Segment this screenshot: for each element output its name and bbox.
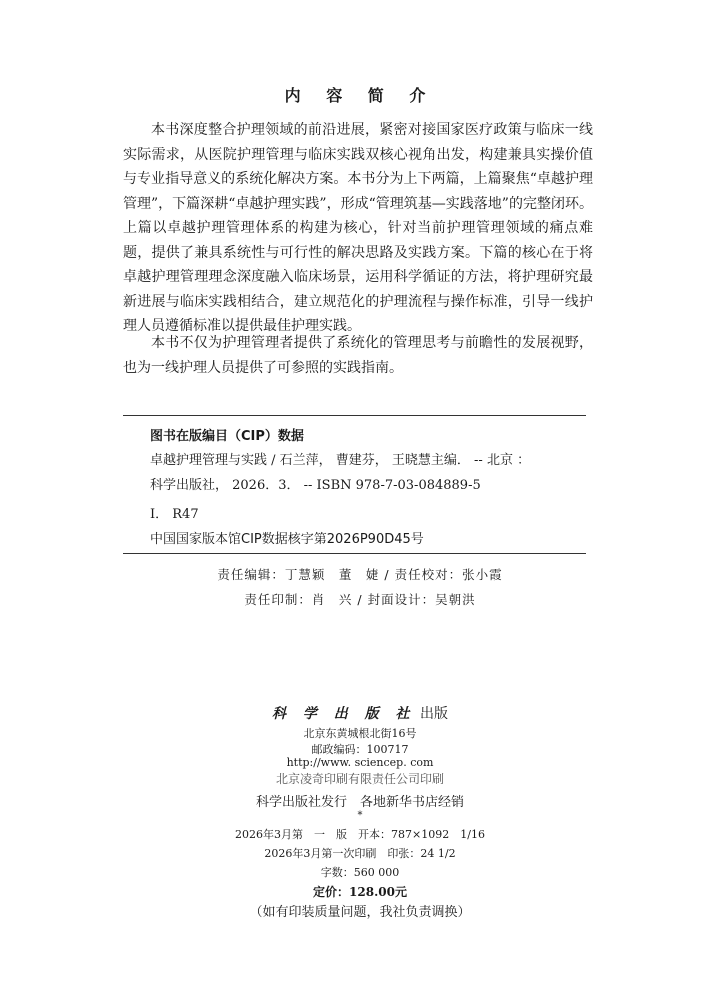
intro-paragraph-2: 本书不仅为护理管理者提供了系统化的管理思考与前瞻性的发展视野，也为一线护理人员提供了可参照的实践指南。 xyxy=(123,335,593,376)
distribution: 科学出版社发行 各地新华书店经销 xyxy=(255,795,464,810)
publisher-suffix: 出版 xyxy=(419,706,448,722)
printing-info: 2026年3月第一次印刷 印张：24 1/2 xyxy=(264,847,456,860)
cip-bottom-rule xyxy=(123,553,586,554)
cip-line-1: 卓越护理管理与实践 / 石兰萍， 曹建芬， 王晓慧主编． -- 北京 ： xyxy=(150,453,531,468)
publisher-postcode: 邮政编码：100717 xyxy=(311,743,409,756)
cip-top-rule xyxy=(123,415,586,416)
separator-star: * xyxy=(357,810,363,821)
page-title: 内 容 简 介 xyxy=(284,86,436,105)
publisher-line xyxy=(0,703,720,723)
cip-heading: 图书在版编目（CIP）数据 xyxy=(150,429,304,444)
word-count: 字数：560 000 xyxy=(320,866,400,879)
publisher-address: 北京东黄城根北街16号 xyxy=(303,727,417,740)
edition-info: 2026年3月第 一 版 开本：787×1092 1/16 xyxy=(235,828,485,841)
quality-note: （如有印装质量问题，我社负责调换） xyxy=(249,905,471,920)
publisher-name: 科 学 出 版 社 xyxy=(272,706,416,722)
publisher-url: http://www. sciencep. com xyxy=(286,756,434,769)
intro-paragraph-1: 本书深度整合护理领域的前沿进展，紧密对接国家医疗政策与临床一线实际需求，从医院护理管理与临床实践双核心视角出发，构建兼具实操价值与专业指导意义的系统化解决方案。本书分为上下两篇，上篇聚焦“卓越护理管理”，下篇深耕“卓越护理实践”，形成“管理筑基—实践落地”的完整闭环。上篇以卓越护理管理体系的构建为核心，针对当前护理管理领域的痛点难题，提供了兼具系统性与可行性的解决思路及实践方案。下篇的核心在于将卓越护理管理理念深度融入临床场景，运用科学循证的方法，将护理研究最新进展与临床实践相结合，建立规范化的护理流程与操作标准，引导一线护理人员遵循标准以提供最佳护理实践。 xyxy=(123,122,593,334)
cip-classification: Ⅰ． R47 xyxy=(150,507,199,522)
staff-line-1: 责任编辑：丁慧颖 董 婕 / 责任校对：张小霞 xyxy=(217,567,503,582)
cip-line-2: 科学出版社， 2026．3． -- ISBN 978-7-03-084889-5 xyxy=(150,478,481,493)
cip-verification: 中国国家版本馆CIP数据核字第2026P90D45号 xyxy=(150,532,424,547)
staff-line-2: 责任印制：肖 兴 / 封面设计：吴朝洪 xyxy=(244,592,476,607)
price: 定价：128.00元 xyxy=(313,885,407,899)
printer: 北京凌奇印刷有限责任公司印刷 xyxy=(275,772,444,786)
